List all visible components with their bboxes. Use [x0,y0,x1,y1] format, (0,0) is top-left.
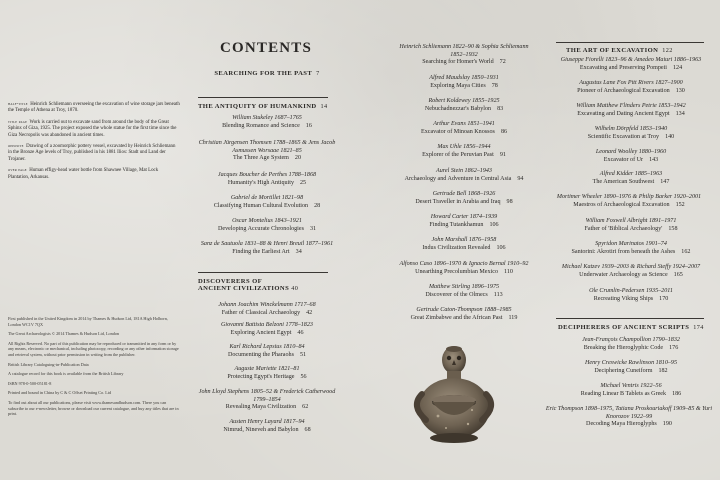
entry-title: Unearthing Precolumbian Mexico [415,268,498,275]
section-searching [198,70,336,77]
section-rule [198,97,328,98]
entry-title: Reading Linear B Tablets as Greek [580,390,667,397]
entry-title: Father of 'Biblical Archaeology' [584,225,663,232]
toc-entry[interactable] [556,360,706,375]
entry-title: Protecting Egypt's Heritage [227,373,295,380]
toc-entry[interactable] [386,261,542,276]
page-number: 190 [662,421,672,428]
page-number: 98 [506,198,513,205]
section-rule [556,42,704,43]
page-number: 113 [493,291,503,298]
toc-entry[interactable] [386,168,542,183]
page-number: 147 [660,178,670,185]
page-number: 140 [665,133,675,140]
imprint-line: British Library Cataloguing-in-Publication Data [8,361,89,367]
entry-title: Scientific Excavation at Troy [587,133,660,140]
caption-label: half-title [8,102,28,107]
page-number: 62 [302,404,309,411]
entry-title: Archaeology and Adventure in Central Asia [404,175,512,182]
entry-name: Jacques Boucher de Perthes 1788–1868 [217,172,317,178]
page-number: 51 [299,351,307,358]
entry-title: Exploring Ancient Egypt [230,329,292,336]
page-number: 56 [300,373,307,380]
toc-entry[interactable] [556,80,706,95]
toc-entry[interactable] [394,214,534,229]
entry-name: Arthur Evans 1851–1941 [433,121,495,127]
section-civilizations [198,272,336,292]
toc-entry[interactable] [556,241,706,256]
entry-name: Christian Jürgensen Thomsen 1788–1865 & Jens Jacob Asmussen Worsaae 1821–85 [198,140,336,154]
section-title: THE ART OF EXCAVATION [566,47,659,54]
imprint-line: All Rights Reserved. No part of this publication may be reproduced or transmitted in any form or by any means, electronic or mechanical, including photocopy, recording or any other information storage and retrieval system, without prior permission in writing from the publisher. [8,340,179,357]
toc-entry[interactable] [394,307,534,322]
toc-entry[interactable] [198,241,336,256]
section-title: THE ANTIQUITY OF HUMANKIND [198,103,317,110]
page-number: 152 [675,201,685,208]
entry-name: Michael Katzev 1939–2003 & Richard Steffy 1924–2007 [561,264,701,270]
page-number: 20 [294,155,301,162]
page-number: 143 [649,156,659,163]
entry-title: Underwater Archaeology as Science [579,271,668,278]
page-number: 42 [306,309,313,316]
toc-entry[interactable] [394,144,534,159]
toc-entry[interactable] [556,126,706,141]
entry-name: Giovanni Battista Belzoni 1778–1823 [221,322,313,328]
entry-name: Augustus Lane Fox Pitt Rivers 1827–1900 [579,80,683,86]
page-number: 83 [497,105,504,112]
entry-title: Recreating Viking Ships [593,295,654,302]
entry-title: Finding Tutankhamun [429,221,484,228]
caption-text: Drawing of a zoomorphic pottery vessel, excavated by Heinrich Schliemann in the Bronze Age levels of Troy, published in his 1881 Ilios: Stadt und Land der Trojaner. [8,144,176,162]
entry-name: John Lloyd Stephens 1805–52 & Frederick Catherwood 1799–1854 [198,389,336,403]
toc-entry[interactable] [198,115,336,130]
entry-title: Santorini: Akrotiri from beneath the Ashes [571,248,676,255]
toc-entry[interactable] [394,284,534,299]
page-number: 106 [496,244,506,251]
entry-name: Michael Ventris 1922–56 [600,383,662,389]
entry-title: The Three Age System [233,155,289,162]
caption-label: opposite [8,144,24,150]
entry-name: Matthew Stirling 1896–1975 [428,284,500,290]
page-number: 182 [658,367,668,374]
zoomorphic-vessel-icon [402,344,506,448]
entry-name: Sanz de Sautuola 1831–88 & Henri Breuil 1877–1961 [200,241,334,247]
toc-entry[interactable] [556,57,706,72]
entry-name: Heinrich Schliemann 1822–90 & Sophia Schliemann 1852–1932 [399,44,529,58]
page-number: 119 [508,314,518,321]
entry-name: John Marshall 1876–1958 [431,237,497,243]
page-number: 186 [672,390,682,397]
page-number: 174 [693,324,704,331]
entry-title: Deciphering Cuneiform [594,367,653,374]
entry-name: Ole Crumlin-Pedersen 1935–2011 [589,288,673,294]
caption-text: Work is carried out to excavate sand from around the body of the Great Sphinx of Giza, 1925. The project exposed the whole statue for the first time since the Giza Necropolis was abandoned in ancient times. [8,119,177,138]
toc-entry[interactable] [198,322,336,337]
imprint-line: The Great Archaeologists © 2014 Thames & Hudson Ltd, London [8,331,120,337]
entry-title: Revealing Maya Civilization [225,404,297,411]
entry-title: Documenting the Pharaohs [227,351,294,358]
entry-title: Nimrud, Nineveh and Babylon [223,426,299,433]
caption [8,168,180,181]
entry-title: Nebuchadnezzar's Babylon [424,105,492,112]
entry-title: Explorer of the Peruvian Past [422,151,494,158]
toc-entry[interactable] [198,344,336,359]
toc-entry[interactable] [198,302,336,317]
entry-title: Exploring Maya Cities [430,82,486,89]
section-title-line1: DISCOVERERS OF [198,278,263,285]
toc-entry[interactable] [556,288,706,303]
toc-entry[interactable] [556,149,706,164]
page-number: 91 [499,151,506,158]
page-number: 86 [500,128,508,135]
entry-name: Spyridon Marinatos 1901–74 [595,241,667,247]
entry-name: Gertrude Bell 1868–1926 [432,191,496,197]
entry-title: Developing Accurate Chronologies [217,225,304,232]
entry-title: Classifying Human Cultural Evolution [213,202,309,209]
section-heading [198,70,336,77]
section-rule [556,318,704,319]
entry-name: Leonard Woolley 1880–1960 [595,149,667,155]
page-number: 94 [517,175,524,182]
entry-title: Excavator of Ur [603,156,644,163]
imprint-line: Printed and bound in China by C & C Offset Printing Co. Ltd [8,390,112,396]
page-number: 40 [291,285,299,292]
entry-title: Excavator of Minoan Knossos [420,128,495,135]
caption-text: Heinrich Schliemann overseeing the excavation of wine storage jars beneath the Temple of Athena at Troy, 1870. [8,102,180,114]
section-heading [198,103,336,110]
entry-name: Alfred Maudslay 1850–1931 [429,75,499,81]
caption-label: title page [8,119,28,125]
page-number: 176 [669,344,679,351]
entry-name: William Stukeley 1687–1765 [232,115,302,121]
entry-title: Excavating and Dating Ancient Egypt [577,110,670,117]
page-number: 25 [300,179,307,186]
toc-entry[interactable] [394,121,534,136]
page-number: 16 [305,122,312,129]
entry-title: Finding the Earliest Art [232,248,290,255]
section-heading [556,324,706,331]
entry-title: Discoverer of the Olmecs [425,291,488,298]
toc-entry[interactable] [198,389,336,412]
entry-name: Mortimer Wheeler 1890–1976 & Philip Barker 1920–2001 [556,194,702,200]
caption [8,144,180,163]
entry-name: Robert Koldewey 1855–1925 [428,98,500,104]
entry-title: Pioneer of Archaeological Excavation [577,87,670,94]
toc-entry[interactable] [540,406,718,429]
section-scripts [556,318,706,331]
imprint-line: A catalogue record for this book is available from the British Library [8,371,124,377]
toc-entry[interactable] [556,171,706,186]
section-excavation [556,42,706,54]
entry-name: Aurel Stein 1862–1943 [436,168,492,174]
toc-entry[interactable] [546,194,712,209]
page-number: 28 [314,202,321,209]
caption-text: Human effigy-head water bottle from Shawnee Village, Mat Lock Plantation, Arkansas. [8,168,159,180]
caption [8,120,180,139]
entry-title: Great Zimbabwe and the African Past [410,314,503,321]
toc-entry[interactable] [394,75,534,90]
entry-title: Father of Classical Archaeology [221,309,301,316]
page-number: 122 [662,47,673,54]
toc-entry[interactable] [198,195,336,210]
entry-name: Howard Carter 1874–1939 [430,214,498,220]
entry-name: Gertrude Caton-Thompson 1888–1985 [416,307,512,313]
imprint-line: To find out about all our publications, please visit www.thamesandhudson.com. There you can subscribe to our e-newsletter, browse or download our current catalogue, and buy any titles that are in print. [8,399,179,417]
entry-name: Auguste Mariette 1821–81 [234,366,300,372]
page-number: 134 [675,110,685,117]
entry-name: Alfred Kidder 1885–1963 [599,171,663,177]
page-number: 78 [491,82,498,89]
section-title-line2: ANCIENT CIVILIZATIONS [198,285,290,292]
entry-name: Johann Joachim Winckelmann 1717–68 [218,302,316,308]
caption [8,102,180,115]
page-number: 34 [295,248,302,255]
entry-title: Indus Civilization Revealed [422,244,491,251]
page-number: 162 [681,248,691,255]
page-number: 106 [489,221,499,228]
imprint-line: First published in the United Kingdom in 2014 by Thames & Hudson Ltd, 181A High Holborn, London WC1V 7QX [8,316,168,327]
entry-name: Oscar Montelius 1843–1921 [232,218,302,224]
entry-name: Karl Richard Lepsius 1810–84 [229,344,305,350]
page-number: 72 [499,59,506,66]
entry-name: William Matthew Flinders Petrie 1853–1942 [576,103,686,109]
entry-name: Gabriel de Mortillet 1821–98 [230,195,304,201]
entry-name: William Foxwell Albright 1891–1971 [585,218,677,224]
page-number: 7 [316,70,320,77]
toc-entry[interactable] [394,237,534,252]
section-rule [198,272,328,273]
toc-entry[interactable] [198,172,336,187]
section-title: SEARCHING FOR THE PAST [214,70,313,77]
page-number: 158 [668,225,678,232]
page-title: CONTENTS [219,40,313,56]
toc-entry[interactable] [556,337,706,352]
entry-title: Blending Romance and Science [222,122,300,129]
toc-entry[interactable] [394,44,534,67]
toc-entry[interactable] [198,218,336,233]
imprint-line: ISBN 978-0-500-05181-8 [8,380,52,386]
entry-title: Humanity's High Antiquity [227,179,294,186]
entry-name: Jean-François Champollion 1790–1832 [582,337,680,343]
toc-entry[interactable] [556,103,706,118]
entry-name: Eric Thompson 1898–1975, Tatiana Proskouriakoff 1909–85 & Yuri Knorozov 1922–99 [545,406,713,420]
toc-entry[interactable] [198,140,336,163]
entry-name: Alfonso Caso 1896–1970 & Ignacio Bernal 1910–92 [399,261,529,267]
page-number: 170 [659,295,669,302]
entry-name: Max Uhle 1856–1944 [437,144,491,150]
page-number: 124 [673,64,683,71]
entry-title: The American Southwest [592,178,655,185]
page-number: 46 [297,329,304,336]
photo-captions [8,102,180,186]
toc-entry[interactable] [198,366,336,381]
entry-title: Searching for Homer's World [422,59,494,66]
zoomorphic-vessel-illustration [402,344,506,453]
section-antiquity [198,97,336,110]
toc-entry[interactable] [556,264,706,279]
toc-entry[interactable] [394,98,534,113]
entry-title: Breaking the Hieroglyphic Code [583,344,664,351]
section-title: DECIPHERERS OF ANCIENT SCRIPTS [558,324,690,331]
copyright-imprint [8,316,180,421]
section-heading [198,278,336,292]
page-number: 31 [309,225,317,232]
toc-entry[interactable] [394,191,534,206]
section-heading [556,47,706,54]
page-number: 130 [675,87,685,94]
toc-entry[interactable] [198,419,336,434]
page-number: 14 [320,103,328,110]
toc-entry[interactable] [556,218,706,233]
entry-title: Decoding Maya Hieroglyphs [586,421,657,428]
page-number: 68 [304,426,311,433]
entry-name: Henry Creswicke Rawlinson 1810–95 [584,360,678,366]
entry-name: Austen Henry Layard 1817–94 [229,419,305,425]
page-number: 165 [673,271,683,278]
entry-title: Excavating and Preserving Pompeii [579,64,667,71]
toc-entry[interactable] [556,383,706,398]
entry-name: Wilhelm Dörpfeld 1853–1940 [594,126,668,132]
entry-title: Maestros of Archaeological Excavation [573,201,670,208]
entry-name: Giuseppe Fiorelli 1823–96 & Amedeo Maiuri 1886–1963 [560,57,702,63]
entry-title: Desert Traveller in Arabia and Iraq [415,198,501,205]
page-number: 110 [504,268,513,275]
caption-label: over page [8,168,27,174]
